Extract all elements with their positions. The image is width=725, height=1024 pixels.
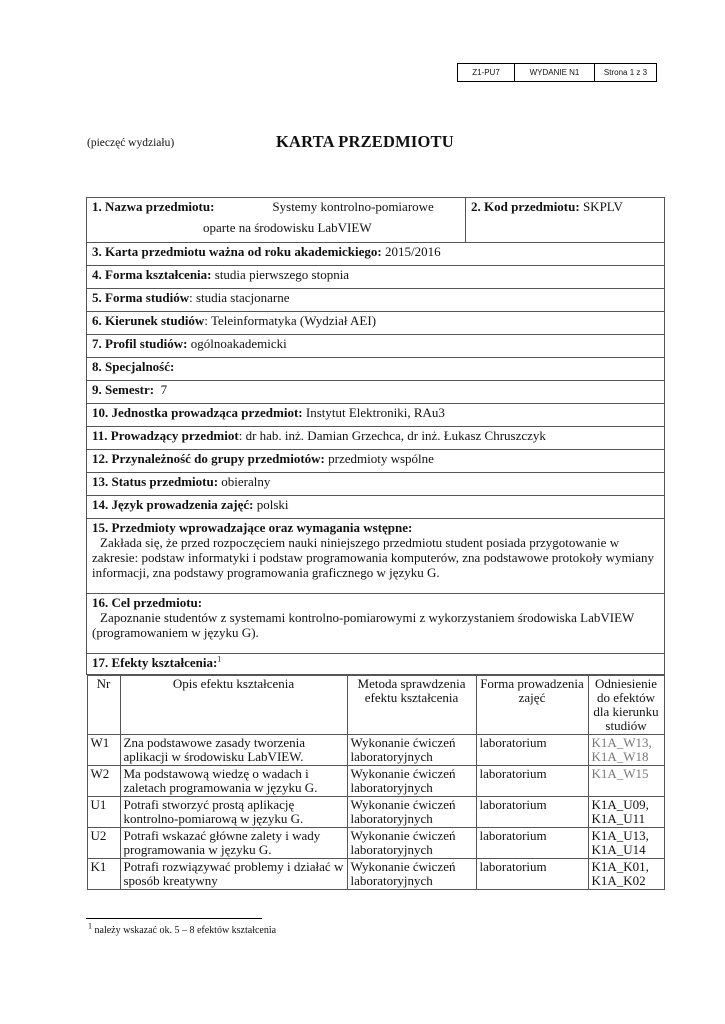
- effect-nr: W2: [87, 766, 120, 797]
- footnote-text: należy wskazać ok. 5 – 8 efektów kształcenia: [94, 925, 277, 936]
- prerequisites-text: Zakłada się, że przed rozpoczęciem nauki niniejszego przedmiotu student posiada przygotowanie w zakresie: podstaw informatyki i podstaw programowania komputerów, zna podstawowe protokoły wymiany informacji, zna podstawy programowania graficznego w języku G.: [92, 535, 654, 580]
- course-group-value: przedmioty wspólne: [328, 451, 434, 466]
- effects-header-form: Forma prowadzenia zajęć: [476, 676, 588, 735]
- learning-effects-container: [87, 675, 665, 891]
- specialization-row: [87, 358, 665, 381]
- course-status-row: [87, 473, 665, 496]
- effect-method: Wykonanie ćwiczeń laboratoryjnych: [347, 797, 476, 828]
- effect-nr: U2: [87, 828, 120, 859]
- prerequisites-row: [87, 519, 665, 594]
- unit-value: Instytut Elektroniki, RAu3: [305, 405, 445, 420]
- education-form-value: studia pierwszego stopnia: [214, 267, 350, 282]
- page-number: Strona 1 z 3: [595, 64, 657, 82]
- study-profile-row: [87, 335, 665, 358]
- semester-row: [87, 381, 665, 404]
- effects-header-reference: Odniesienie do efektów dla kierunku studiów: [588, 676, 664, 735]
- table-row: [87, 859, 664, 890]
- effect-description: Potrafi rozwiązywać problemy i działać w sposób kreatywny: [120, 859, 347, 890]
- unit-row: [87, 404, 665, 427]
- effect-nr: W1: [87, 735, 120, 766]
- effect-form: laboratorium: [476, 797, 588, 828]
- prerequisites-label: 15. Przedmioty wprowadzające oraz wymagania wstępne:: [92, 520, 413, 535]
- study-form-value: : studia stacjonarne: [189, 290, 290, 305]
- course-code-label: 2. Kod przedmiotu:: [471, 199, 580, 214]
- effect-reference: K1A_U09, K1A_U11: [588, 797, 664, 828]
- footnote-reference: 1: [217, 654, 222, 664]
- faculty-stamp-label: (pieczęć wydziału): [87, 137, 175, 149]
- course-goal-row: [87, 594, 665, 654]
- footnote: [88, 921, 277, 936]
- effects-header-method: Metoda sprawdzenia efektu kształcenia: [347, 676, 476, 735]
- footnote-mark: 1: [88, 921, 92, 931]
- effect-method: Wykonanie ćwiczeń laboratoryjnych: [347, 766, 476, 797]
- language-row: [87, 496, 665, 519]
- effect-description: Potrafi wskazać główne zalety i wady programowania w języku G.: [120, 828, 347, 859]
- course-goal-label: 16. Cel przedmiotu:: [92, 595, 203, 610]
- table-row: [87, 735, 664, 766]
- document-header-table: [457, 63, 657, 82]
- effect-reference: K1A_W13, K1A_W18: [588, 735, 664, 766]
- lecturer-value: : dr hab. inż. Damian Grzechca, dr inż. Łukasz Chruszczyk: [238, 428, 546, 443]
- course-goal-text: Zapoznanie studentów z systemami kontrolno-pomiarowymi z wykorzystaniem środowiska LabVIEW (programowaniem w języku G).: [92, 610, 635, 640]
- course-status-label: 13. Status przedmiotu:: [92, 474, 219, 489]
- course-card-table: [86, 197, 665, 890]
- course-code-value: SKPLV: [582, 199, 623, 214]
- table-row: [87, 797, 664, 828]
- course-status-value: obieralny: [221, 474, 271, 489]
- semester-value: 7: [160, 382, 168, 397]
- page-title: KARTA PRZEDMIOTU: [276, 132, 454, 151]
- education-form-row: [87, 266, 665, 289]
- learning-effects-table: [87, 675, 665, 890]
- effects-header-description: Opis efektu kształcenia: [120, 676, 347, 735]
- effect-method: Wykonanie ćwiczeń laboratoryjnych: [347, 735, 476, 766]
- field-of-study-value: : Teleinformatyka (Wydział AEI): [204, 313, 377, 328]
- effect-nr: U1: [87, 797, 120, 828]
- effect-form: laboratorium: [476, 735, 588, 766]
- lecturer-row: [87, 427, 665, 450]
- effects-header-nr: Nr: [87, 676, 120, 735]
- unit-label: 10. Jednostka prowadząca przedmiot:: [92, 405, 303, 420]
- course-code-cell: [466, 198, 665, 243]
- document-code: Z1-PU7: [458, 64, 515, 82]
- specialization-label: 8. Specjalność:: [92, 359, 175, 374]
- education-form-label: 4. Forma kształcenia:: [92, 267, 212, 282]
- effect-description: Potrafi stworzyć prostą aplikację kontrolno-pomiarową w języku G.: [120, 797, 347, 828]
- effect-form: laboratorium: [476, 859, 588, 890]
- study-form-label: 5. Forma studiów: [92, 290, 190, 305]
- table-row: [87, 828, 664, 859]
- course-group-label: 12. Przynależność do grupy przedmiotów:: [92, 451, 325, 466]
- learning-effects-label: 17. Efekty kształcenia:: [92, 655, 218, 670]
- field-of-study-row: [87, 312, 665, 335]
- language-value: polski: [256, 497, 289, 512]
- valid-from-row: [87, 243, 665, 266]
- document-edition: WYDANIE N1: [515, 64, 595, 82]
- effect-reference: K1A_K01, K1A_K02: [588, 859, 664, 890]
- course-group-row: [87, 450, 665, 473]
- study-form-row: [87, 289, 665, 312]
- lecturer-label: 11. Prowadzący przedmiot: [92, 428, 239, 443]
- footnote-divider: [86, 918, 262, 919]
- effect-form: laboratorium: [476, 766, 588, 797]
- valid-from-label: 3. Karta przedmiotu ważna od roku akademickiego:: [92, 244, 382, 259]
- effect-description: Ma podstawową wiedzę o wadach i zaletach programowania w języku G.: [120, 766, 347, 797]
- course-name-value-2: oparte na środowisku LabVIEW: [203, 220, 372, 235]
- study-profile-label: 7. Profil studiów:: [92, 336, 188, 351]
- learning-effects-label-row: [87, 654, 665, 675]
- effect-description: Zna podstawowe zasady tworzenia aplikacji w środowisku LabVIEW.: [120, 735, 347, 766]
- effect-reference: K1A_W15: [588, 766, 664, 797]
- study-profile-value: ogólnoakademicki: [190, 336, 287, 351]
- effect-method: Wykonanie ćwiczeń laboratoryjnych: [347, 828, 476, 859]
- table-row: [87, 766, 664, 797]
- effect-reference: K1A_U13, K1A_U14: [588, 828, 664, 859]
- language-label: 14. Język prowadzenia zajęć:: [92, 497, 254, 512]
- field-of-study-label: 6. Kierunek studiów: [92, 313, 205, 328]
- semester-label: 9. Semestr:: [92, 382, 155, 397]
- effect-method: Wykonanie ćwiczeń laboratoryjnych: [347, 859, 476, 890]
- course-name-label: 1. Nazwa przedmiotu:: [92, 199, 215, 214]
- effect-form: laboratorium: [476, 828, 588, 859]
- course-name-cell: [87, 198, 466, 243]
- effect-nr: K1: [87, 859, 120, 890]
- course-name-value-1: Systemy kontrolno-pomiarowe: [272, 199, 434, 214]
- valid-from-value: 2015/2016: [384, 244, 441, 259]
